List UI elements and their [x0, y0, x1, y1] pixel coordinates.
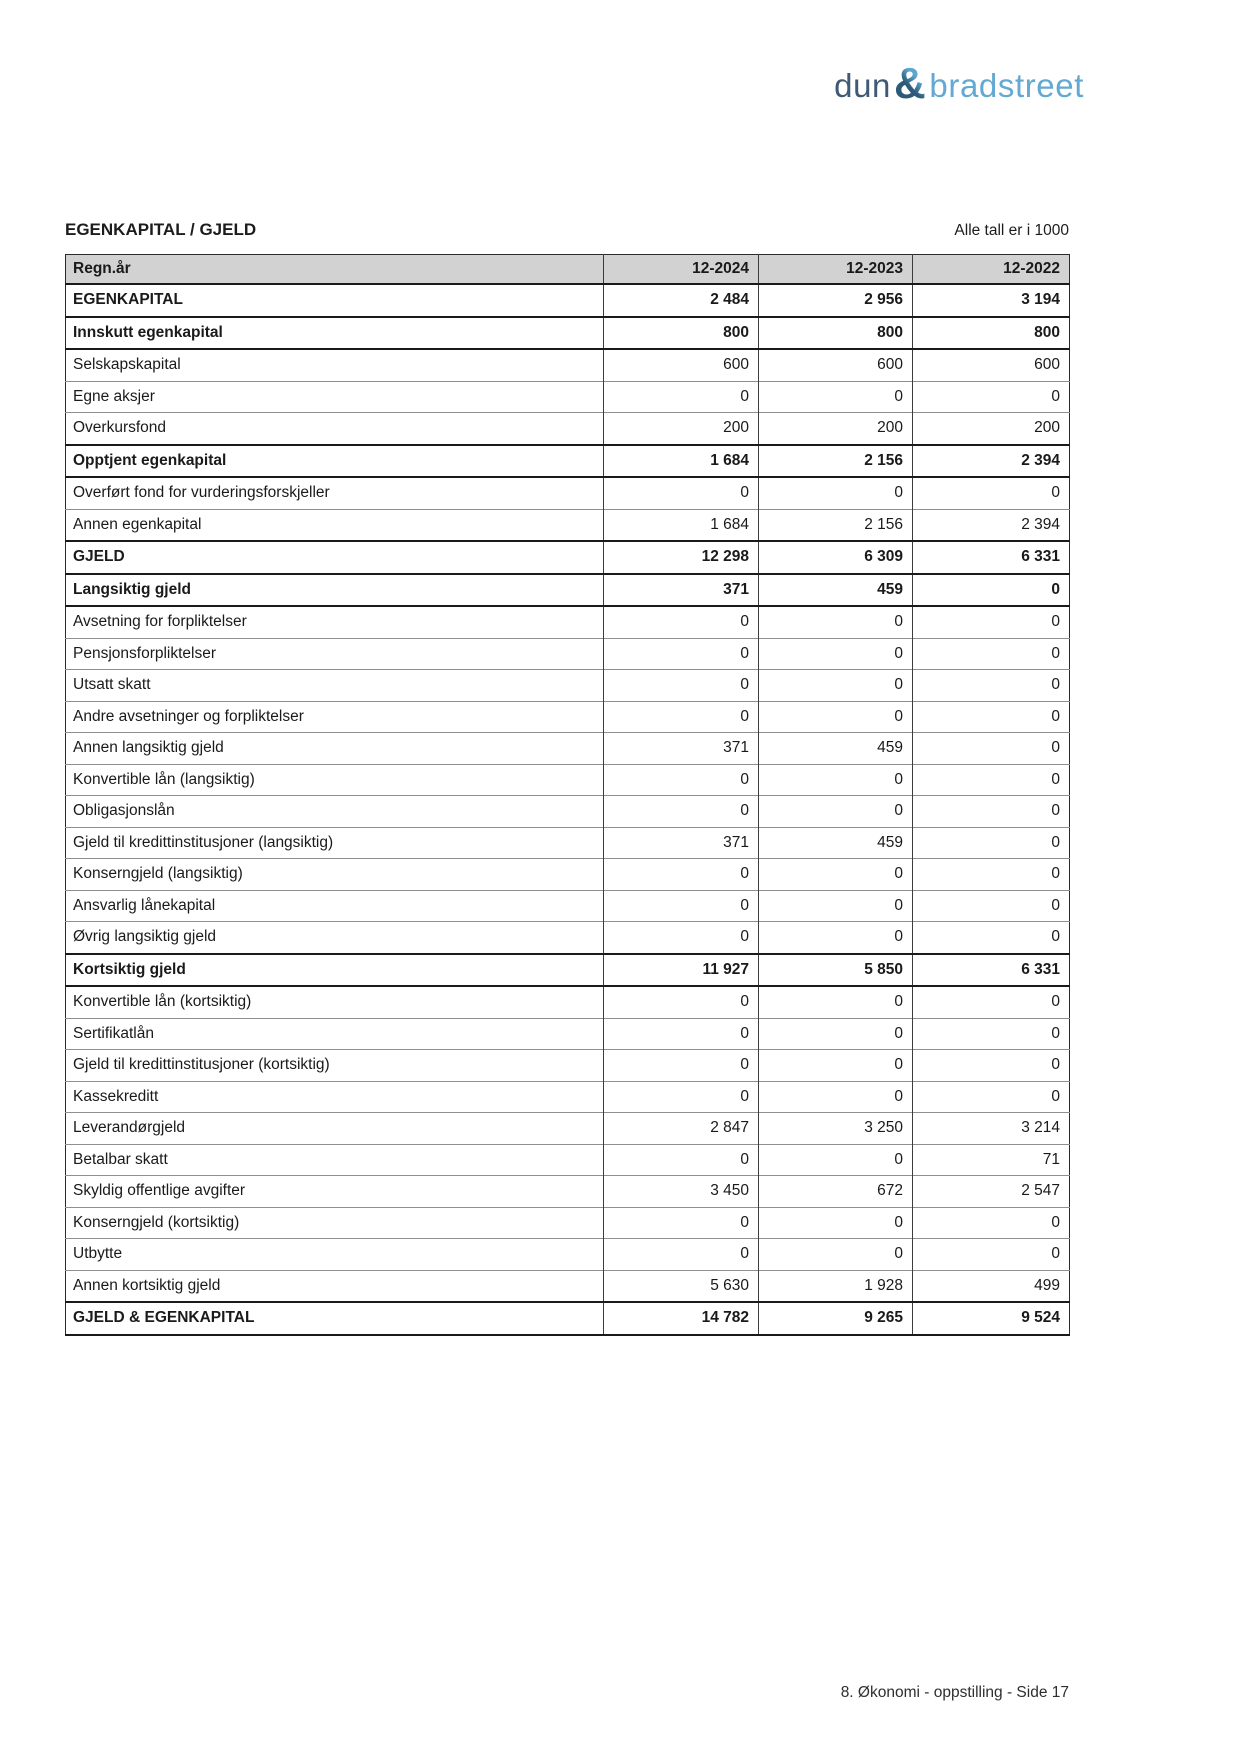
value-cell: 0 [913, 796, 1070, 828]
value-cell: 0 [604, 670, 759, 702]
value-cell: 0 [913, 764, 1070, 796]
value-cell: 1 684 [604, 445, 759, 478]
value-cell: 0 [604, 638, 759, 670]
value-cell: 0 [759, 922, 913, 954]
value-cell: 200 [604, 413, 759, 445]
value-cell: 0 [759, 670, 913, 702]
value-cell: 0 [759, 986, 913, 1018]
row-label: Gjeld til kredittinstitusjoner (kortsiktig) [66, 1050, 604, 1082]
row-label: Obligasjonslån [66, 796, 604, 828]
units-note: Alle tall er i 1000 [954, 222, 1069, 239]
value-cell: 71 [913, 1144, 1070, 1176]
value-cell: 0 [604, 1207, 759, 1239]
value-cell: 0 [604, 1050, 759, 1082]
value-cell: 9 265 [759, 1302, 913, 1335]
table-row [66, 284, 1070, 317]
value-cell: 0 [913, 670, 1070, 702]
table-row [66, 796, 1070, 828]
value-cell: 0 [604, 606, 759, 638]
table-row [66, 1176, 1070, 1208]
value-cell: 2 847 [604, 1113, 759, 1145]
table-row [66, 638, 1070, 670]
row-label: Utbytte [66, 1239, 604, 1271]
logo-text-dun: dun [834, 67, 892, 104]
value-cell: 2 394 [913, 509, 1070, 541]
row-label: Konvertible lån (langsiktig) [66, 764, 604, 796]
column-header-12-2022: 12-2022 [913, 255, 1070, 285]
value-cell: 0 [604, 796, 759, 828]
value-cell: 0 [913, 1239, 1070, 1271]
table-row [66, 349, 1070, 381]
row-label: GJELD [66, 541, 604, 574]
table-row [66, 445, 1070, 478]
value-cell: 0 [759, 701, 913, 733]
table-row [66, 890, 1070, 922]
table-row [66, 1081, 1070, 1113]
value-cell: 3 194 [913, 284, 1070, 317]
row-label: Andre avsetninger og forpliktelser [66, 701, 604, 733]
value-cell: 0 [913, 701, 1070, 733]
value-cell: 0 [913, 827, 1070, 859]
value-cell: 600 [759, 349, 913, 381]
value-cell: 5 850 [759, 954, 913, 987]
value-cell: 200 [759, 413, 913, 445]
value-cell: 0 [913, 1018, 1070, 1050]
value-cell: 0 [913, 638, 1070, 670]
row-label: Leverandørgjeld [66, 1113, 604, 1145]
value-cell: 0 [913, 859, 1070, 891]
dun-bradstreet-logo [834, 59, 1084, 108]
value-cell: 459 [759, 733, 913, 765]
value-cell: 0 [913, 574, 1070, 607]
table-row [66, 381, 1070, 413]
value-cell: 0 [604, 764, 759, 796]
table-header-row [66, 255, 1070, 285]
value-cell: 0 [604, 859, 759, 891]
table-header-line [65, 220, 1069, 240]
logo-text-bradstreet: bradstreet [929, 67, 1084, 104]
table-row [66, 477, 1070, 509]
value-cell: 2 484 [604, 284, 759, 317]
page-title: EGENKAPITAL / GJELD [65, 220, 257, 239]
column-header-12-2024: 12-2024 [604, 255, 759, 285]
value-cell: 600 [604, 349, 759, 381]
value-cell: 0 [604, 1239, 759, 1271]
value-cell: 2 394 [913, 445, 1070, 478]
row-label: Betalbar skatt [66, 1144, 604, 1176]
table-body [66, 284, 1070, 1335]
row-label: Øvrig langsiktig gjeld [66, 922, 604, 954]
table-row [66, 1302, 1070, 1335]
value-cell: 0 [604, 381, 759, 413]
value-cell: 6 309 [759, 541, 913, 574]
value-cell: 0 [604, 1018, 759, 1050]
row-label: Selskapskapital [66, 349, 604, 381]
value-cell: 499 [913, 1270, 1070, 1302]
table-row [66, 413, 1070, 445]
value-cell: 0 [604, 1081, 759, 1113]
value-cell: 0 [913, 606, 1070, 638]
value-cell: 371 [604, 574, 759, 607]
row-label: Annen kortsiktig gjeld [66, 1270, 604, 1302]
value-cell: 371 [604, 827, 759, 859]
table-row [66, 606, 1070, 638]
value-cell: 0 [759, 381, 913, 413]
value-cell: 6 331 [913, 954, 1070, 987]
value-cell: 0 [604, 477, 759, 509]
row-label: Annen langsiktig gjeld [66, 733, 604, 765]
table-row [66, 859, 1070, 891]
row-label: Overført fond for vurderingsforskjeller [66, 477, 604, 509]
row-label: EGENKAPITAL [66, 284, 604, 317]
row-label: Utsatt skatt [66, 670, 604, 702]
table-row [66, 574, 1070, 607]
value-cell: 0 [759, 1144, 913, 1176]
value-cell: 0 [913, 381, 1070, 413]
value-cell: 0 [913, 1207, 1070, 1239]
page-footer [65, 1684, 1069, 1702]
value-cell: 800 [604, 317, 759, 350]
value-cell: 0 [759, 477, 913, 509]
table-row [66, 1018, 1070, 1050]
value-cell: 0 [604, 701, 759, 733]
value-cell: 0 [913, 1081, 1070, 1113]
row-label: Avsetning for forpliktelser [66, 606, 604, 638]
value-cell: 600 [913, 349, 1070, 381]
value-cell: 0 [913, 890, 1070, 922]
column-header-12-2023: 12-2023 [759, 255, 913, 285]
table-row [66, 1050, 1070, 1082]
row-label: Kortsiktig gjeld [66, 954, 604, 987]
value-cell: 0 [759, 638, 913, 670]
value-cell: 672 [759, 1176, 913, 1208]
value-cell: 2 956 [759, 284, 913, 317]
value-cell: 1 928 [759, 1270, 913, 1302]
row-label: Annen egenkapital [66, 509, 604, 541]
row-label: Gjeld til kredittinstitusjoner (langsiktig) [66, 827, 604, 859]
table-row [66, 1270, 1070, 1302]
value-cell: 200 [913, 413, 1070, 445]
table-row [66, 1207, 1070, 1239]
value-cell: 0 [759, 796, 913, 828]
table-row [66, 922, 1070, 954]
table-row [66, 670, 1070, 702]
value-cell: 12 298 [604, 541, 759, 574]
value-cell: 459 [759, 574, 913, 607]
value-cell: 0 [913, 1050, 1070, 1082]
row-label: GJELD & EGENKAPITAL [66, 1302, 604, 1335]
row-label: Innskutt egenkapital [66, 317, 604, 350]
column-header-regnar: Regn.år [66, 255, 604, 285]
value-cell: 0 [759, 1081, 913, 1113]
value-cell: 6 331 [913, 541, 1070, 574]
footer-text: 8. Økonomi - oppstilling - Side 17 [840, 1684, 1069, 1701]
row-label: Egne aksjer [66, 381, 604, 413]
row-label: Langsiktig gjeld [66, 574, 604, 607]
value-cell: 0 [759, 1207, 913, 1239]
row-label: Pensjonsforpliktelser [66, 638, 604, 670]
value-cell: 0 [604, 986, 759, 1018]
value-cell: 0 [913, 986, 1070, 1018]
value-cell: 0 [759, 1239, 913, 1271]
value-cell: 800 [913, 317, 1070, 350]
table-row [66, 1239, 1070, 1271]
row-label: Sertifikatlån [66, 1018, 604, 1050]
row-label: Konserngjeld (kortsiktig) [66, 1207, 604, 1239]
value-cell: 459 [759, 827, 913, 859]
row-label: Skyldig offentlige avgifter [66, 1176, 604, 1208]
value-cell: 2 547 [913, 1176, 1070, 1208]
value-cell: 14 782 [604, 1302, 759, 1335]
value-cell: 2 156 [759, 509, 913, 541]
value-cell: 0 [759, 1018, 913, 1050]
value-cell: 0 [759, 764, 913, 796]
value-cell: 3 450 [604, 1176, 759, 1208]
row-label: Ansvarlig lånekapital [66, 890, 604, 922]
table-row [66, 317, 1070, 350]
logo-ampersand-icon: & [894, 59, 927, 108]
table-row [66, 733, 1070, 765]
value-cell: 0 [759, 890, 913, 922]
value-cell: 3 250 [759, 1113, 913, 1145]
value-cell: 5 630 [604, 1270, 759, 1302]
value-cell: 1 684 [604, 509, 759, 541]
value-cell: 0 [759, 1050, 913, 1082]
value-cell: 0 [913, 922, 1070, 954]
value-cell: 0 [913, 477, 1070, 509]
value-cell: 0 [759, 859, 913, 891]
row-label: Overkursfond [66, 413, 604, 445]
table-row [66, 541, 1070, 574]
row-label: Konserngjeld (langsiktig) [66, 859, 604, 891]
value-cell: 800 [759, 317, 913, 350]
value-cell: 2 156 [759, 445, 913, 478]
value-cell: 3 214 [913, 1113, 1070, 1145]
balance-sheet-table [65, 254, 1070, 1336]
table-row [66, 954, 1070, 987]
table-row [66, 509, 1070, 541]
table-row [66, 1144, 1070, 1176]
value-cell: 9 524 [913, 1302, 1070, 1335]
value-cell: 371 [604, 733, 759, 765]
value-cell: 0 [913, 733, 1070, 765]
table-row [66, 764, 1070, 796]
table-row [66, 986, 1070, 1018]
value-cell: 0 [604, 890, 759, 922]
value-cell: 11 927 [604, 954, 759, 987]
table-row [66, 701, 1070, 733]
row-label: Opptjent egenkapital [66, 445, 604, 478]
value-cell: 0 [604, 1144, 759, 1176]
value-cell: 0 [604, 922, 759, 954]
table-row [66, 827, 1070, 859]
row-label: Kassekreditt [66, 1081, 604, 1113]
row-label: Konvertible lån (kortsiktig) [66, 986, 604, 1018]
table-row [66, 1113, 1070, 1145]
value-cell: 0 [759, 606, 913, 638]
